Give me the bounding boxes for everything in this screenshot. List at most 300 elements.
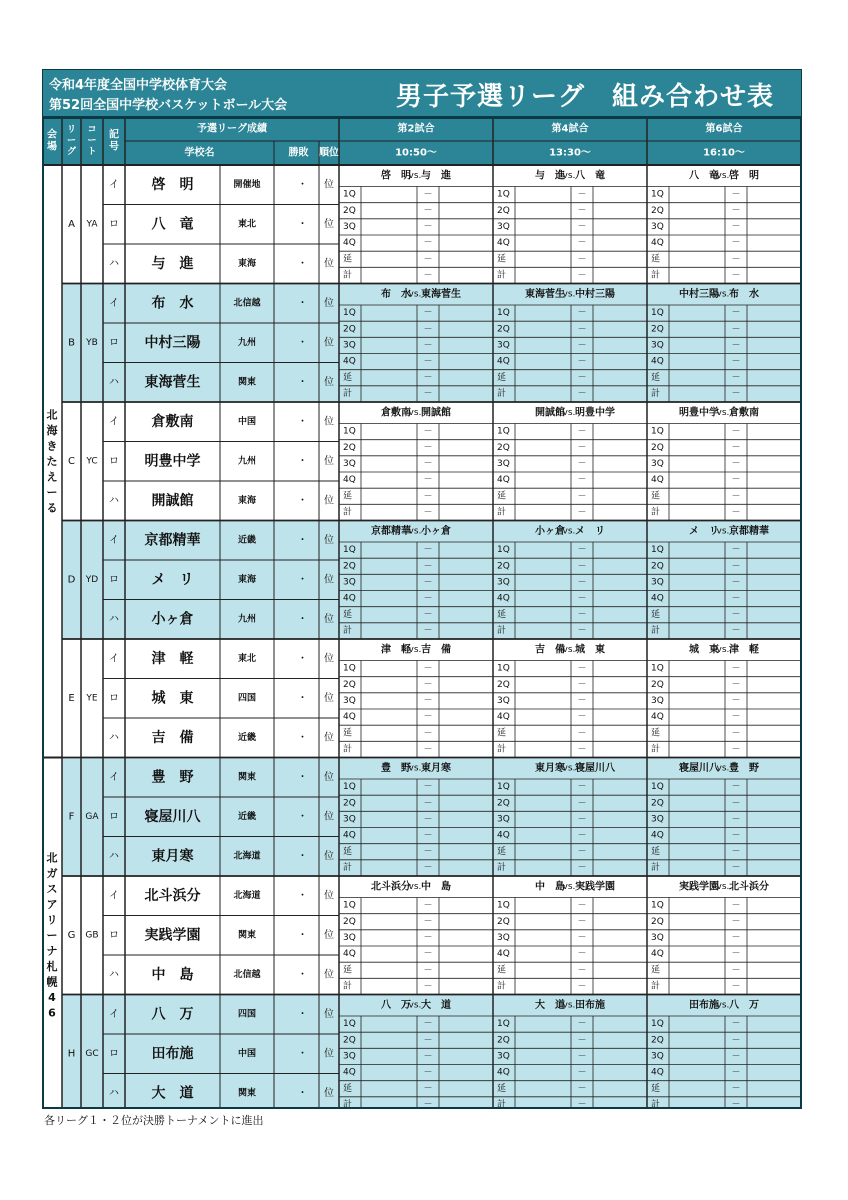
score-dash: － [577, 491, 587, 502]
score-dash: － [731, 830, 741, 841]
score-dash: － [577, 324, 587, 335]
score-dash: － [731, 949, 741, 960]
venue-name: 北海きたえーる [46, 408, 58, 515]
team-name: 京都精華 [144, 532, 201, 549]
quarter-label: 延 [651, 491, 661, 502]
rank-suffix: 位 [324, 653, 334, 665]
score-dash: － [731, 340, 741, 351]
quarter-label: 計 [497, 744, 507, 755]
score-dash: － [423, 862, 433, 873]
score-dash: － [423, 1083, 433, 1094]
score-dash: － [731, 507, 741, 518]
quarter-label: 計 [497, 388, 507, 399]
quarter-label: 延 [497, 1083, 507, 1094]
vs-label: vs. [408, 289, 422, 300]
quarter-label: 4Q [497, 949, 510, 960]
quarter-label: 2Q [651, 324, 664, 335]
bracket-table [42, 117, 802, 1109]
quarter-label: 1Q [343, 545, 356, 556]
winloss-dot: ・ [297, 1087, 308, 1099]
rank-suffix: 位 [324, 1008, 334, 1020]
score-dash: － [731, 1067, 741, 1078]
score-dash: － [577, 663, 587, 674]
team-region: 四国 [237, 1009, 257, 1020]
score-dash: － [577, 695, 587, 706]
quarter-label: 計 [497, 1099, 507, 1109]
league-letter: G [67, 929, 76, 941]
score-dash: － [731, 308, 741, 319]
rank-suffix: 位 [324, 732, 334, 744]
score-dash: － [731, 695, 741, 706]
quarter-label: 2Q [651, 561, 664, 572]
quarter-label: 4Q [651, 238, 664, 249]
score-dash: － [577, 1067, 587, 1078]
team-mark: ロ [109, 929, 119, 941]
team-name: 中村三陽 [144, 334, 201, 351]
quarter-label: 計 [343, 507, 353, 518]
score-dash: － [577, 238, 587, 249]
quarter-label: 延 [651, 1083, 661, 1094]
quarter-label: 計 [497, 625, 507, 636]
rank-suffix: 位 [324, 1048, 334, 1060]
game-1-time: 10:50〜 [395, 147, 437, 159]
score-dash: － [423, 782, 433, 793]
score-dash: － [423, 965, 433, 976]
team-region: 中国 [237, 416, 257, 427]
score-dash: － [423, 798, 433, 809]
quarter-label: 計 [343, 744, 353, 755]
score-dash: － [731, 324, 741, 335]
quarter-label: 計 [497, 507, 507, 518]
score-dash: － [577, 426, 587, 437]
score-dash: － [731, 442, 741, 453]
quarter-label: 1Q [343, 308, 356, 319]
team-name: 吉 備 [151, 729, 194, 746]
quarter-label: 2Q [343, 916, 356, 927]
quarter-label: 2Q [651, 442, 664, 453]
score-dash: － [731, 609, 741, 620]
team-mark: ハ [109, 376, 119, 388]
score-dash: － [423, 561, 433, 572]
court-code: GA [85, 811, 99, 822]
footnote: 各リーグ１・２位が決勝トーナメントに進出 [44, 1114, 264, 1127]
quarter-label: 4Q [651, 1067, 664, 1078]
quarter-label: 2Q [343, 205, 356, 216]
score-dash: － [731, 862, 741, 873]
quarter-label: 1Q [343, 782, 356, 793]
quarter-label: 延 [343, 1083, 353, 1094]
score-dash: － [577, 189, 587, 200]
rank-suffix: 位 [324, 218, 334, 230]
quarter-label: 3Q [651, 814, 664, 825]
score-dash: － [577, 593, 587, 604]
quarter-label: 1Q [497, 663, 510, 674]
quarter-label: 4Q [651, 475, 664, 486]
quarter-label: 4Q [343, 830, 356, 841]
score-dash: － [731, 221, 741, 232]
team-region: 開催地 [233, 179, 261, 190]
quarter-label: 計 [651, 981, 661, 992]
quarter-label: 延 [343, 728, 353, 739]
score-dash: － [731, 1051, 741, 1062]
vs-label: vs. [716, 170, 730, 181]
score-dash: － [577, 679, 587, 690]
quarter-label: 1Q [343, 426, 356, 437]
rank-suffix: 位 [324, 258, 334, 270]
vs-label: vs. [562, 526, 576, 537]
match-away-team: メ リ [575, 525, 605, 537]
quarter-label: 3Q [651, 577, 664, 588]
quarter-label: 2Q [497, 916, 510, 927]
team-mark: イ [109, 534, 119, 546]
score-dash: － [731, 1019, 741, 1030]
score-dash: － [423, 916, 433, 927]
quarter-label: 2Q [343, 798, 356, 809]
score-dash: － [731, 744, 741, 755]
match-away-team: 中村三陽 [575, 288, 615, 300]
rank-suffix: 位 [324, 692, 334, 704]
match-away-team: 京都精華 [729, 525, 769, 537]
vs-label: vs. [716, 407, 730, 418]
score-dash: － [577, 205, 587, 216]
vs-label: vs. [716, 881, 730, 892]
team-region: 東北 [237, 219, 257, 230]
vs-label: vs. [408, 1000, 422, 1011]
winloss-column-header: 勝敗 [288, 147, 309, 159]
quarter-label: 3Q [343, 1051, 356, 1062]
rank-suffix: 位 [324, 771, 334, 783]
score-dash: － [423, 577, 433, 588]
winloss-dot: ・ [297, 929, 308, 941]
court-code: GB [85, 930, 99, 941]
rank-suffix: 位 [324, 337, 334, 349]
score-dash: － [731, 491, 741, 502]
quarter-label: 延 [343, 254, 353, 265]
quarter-label: 1Q [651, 545, 664, 556]
score-dash: － [423, 814, 433, 825]
score-dash: － [731, 270, 741, 281]
team-name: 豊 野 [151, 769, 194, 786]
score-dash: － [423, 340, 433, 351]
score-dash: － [577, 475, 587, 486]
quarter-label: 3Q [651, 1051, 664, 1062]
team-region: 北海道 [233, 851, 261, 862]
venue-column-header: 会場 [47, 129, 57, 153]
quarter-label: 延 [343, 846, 353, 857]
rank-suffix: 位 [324, 574, 334, 586]
score-dash: － [423, 1019, 433, 1030]
score-dash: － [423, 426, 433, 437]
quarter-label: 計 [343, 625, 353, 636]
score-dash: － [423, 679, 433, 690]
team-region: 東海 [237, 258, 257, 269]
quarter-label: 2Q [651, 916, 664, 927]
match-home-team: 布 水 [381, 288, 411, 300]
team-name: メ リ [151, 571, 194, 588]
score-dash: － [423, 388, 433, 399]
score-dash: － [423, 609, 433, 620]
vs-label: vs. [562, 763, 576, 774]
vs-label: vs. [408, 881, 422, 892]
quarter-label: 1Q [651, 663, 664, 674]
quarter-label: 3Q [497, 1051, 510, 1062]
score-dash: － [731, 238, 741, 249]
score-dash: － [577, 728, 587, 739]
team-name: 北斗浜分 [144, 887, 201, 904]
score-dash: － [731, 728, 741, 739]
quarter-label: 3Q [651, 221, 664, 232]
score-dash: － [731, 426, 741, 437]
quarter-label: 1Q [651, 189, 664, 200]
quarter-label: 2Q [651, 679, 664, 690]
quarter-label: 計 [651, 507, 661, 518]
winloss-dot: ・ [297, 495, 308, 507]
team-name: 啓 明 [151, 176, 194, 193]
team-mark: イ [109, 653, 119, 665]
team-region: 関東 [237, 930, 257, 941]
winloss-dot: ・ [297, 297, 308, 309]
quarter-label: 1Q [343, 189, 356, 200]
match-home-team: 田布施 [689, 999, 719, 1011]
score-dash: － [423, 189, 433, 200]
winloss-dot: ・ [297, 811, 308, 823]
quarter-label: 4Q [651, 949, 664, 960]
winloss-dot: ・ [297, 653, 308, 665]
score-dash: － [577, 442, 587, 453]
score-dash: － [577, 981, 587, 992]
score-dash: － [577, 1035, 587, 1046]
tournament-name: 第52回全国中学校バスケットボール大会 [49, 98, 288, 113]
quarter-label: 3Q [343, 577, 356, 588]
quarter-label: 4Q [651, 830, 664, 841]
team-region: 関東 [237, 377, 257, 388]
quarter-label: 1Q [343, 663, 356, 674]
score-dash: － [423, 728, 433, 739]
venue-name: 北ガスアリーナ札幌 4 6 [46, 851, 58, 1020]
quarter-label: 3Q [343, 340, 356, 351]
score-dash: － [423, 221, 433, 232]
score-dash: － [731, 545, 741, 556]
score-dash: － [423, 442, 433, 453]
winloss-dot: ・ [297, 534, 308, 546]
team-mark: イ [109, 771, 119, 783]
quarter-label: 3Q [497, 458, 510, 469]
score-dash: － [423, 491, 433, 502]
match-home-team: 東月寒 [535, 762, 565, 774]
rank-suffix: 位 [324, 534, 334, 546]
winloss-dot: ・ [297, 969, 308, 981]
team-name: 小ヶ倉 [151, 611, 194, 628]
vs-label: vs. [716, 289, 730, 300]
score-dash: － [577, 356, 587, 367]
team-mark: ロ [109, 811, 119, 823]
winloss-dot: ・ [297, 574, 308, 586]
score-dash: － [731, 577, 741, 588]
team-name: 中 島 [151, 966, 194, 983]
score-dash: － [423, 744, 433, 755]
score-dash: － [423, 270, 433, 281]
league-letter: F [68, 811, 75, 823]
vs-label: vs. [408, 644, 422, 655]
vs-label: vs. [562, 407, 576, 418]
score-dash: － [577, 545, 587, 556]
quarter-label: 4Q [343, 238, 356, 249]
match-home-team: 倉敷南 [381, 407, 411, 419]
vs-label: vs. [562, 881, 576, 892]
game-3-header: 第6試合 [705, 123, 743, 135]
vs-label: vs. [562, 644, 576, 655]
quarter-label: 2Q [651, 798, 664, 809]
score-dash: － [731, 205, 741, 216]
score-dash: － [731, 712, 741, 723]
score-dash: － [731, 189, 741, 200]
team-name: 大 道 [151, 1085, 194, 1102]
match-home-team: 大 道 [535, 999, 565, 1011]
score-dash: － [423, 625, 433, 636]
quarter-label: 4Q [343, 712, 356, 723]
quarter-label: 延 [497, 254, 507, 265]
quarter-label: 2Q [497, 324, 510, 335]
court-code: GC [85, 1048, 99, 1059]
team-mark: イ [109, 297, 119, 309]
team-mark: ハ [109, 613, 119, 625]
quarter-label: 計 [343, 862, 353, 873]
vs-label: vs. [562, 170, 576, 181]
score-dash: － [577, 862, 587, 873]
quarter-label: 2Q [343, 561, 356, 572]
rank-suffix: 位 [324, 376, 334, 388]
team-name: 城 東 [151, 690, 194, 707]
match-away-team: 豊 野 [729, 762, 759, 774]
score-dash: － [577, 507, 587, 518]
score-dash: － [577, 782, 587, 793]
team-mark: ハ [109, 969, 119, 981]
team-name: 田布施 [151, 1045, 194, 1062]
score-dash: － [423, 949, 433, 960]
score-dash: － [577, 900, 587, 911]
score-dash: － [577, 846, 587, 857]
team-mark: ハ [109, 495, 119, 507]
score-dash: － [731, 846, 741, 857]
quarter-label: 4Q [343, 475, 356, 486]
match-away-team: 明豊中学 [575, 407, 615, 419]
rank-suffix: 位 [324, 1087, 334, 1099]
vs-label: vs. [562, 289, 576, 300]
court-code: YD [85, 574, 99, 585]
score-dash: － [423, 663, 433, 674]
quarter-label: 計 [651, 1099, 661, 1109]
quarter-label: 計 [343, 388, 353, 399]
match-home-team: 開誠館 [535, 407, 565, 419]
quarter-label: 計 [651, 744, 661, 755]
quarter-label: 3Q [497, 221, 510, 232]
quarter-label: 1Q [497, 900, 510, 911]
team-name: 実践学園 [144, 927, 201, 944]
winloss-dot: ・ [297, 179, 308, 191]
score-dash: － [423, 932, 433, 943]
quarter-label: 2Q [343, 1035, 356, 1046]
score-dash: － [423, 356, 433, 367]
match-home-team: 啓 明 [381, 170, 411, 182]
team-name: 開誠館 [151, 492, 194, 509]
score-dash: － [577, 372, 587, 383]
quarter-label: 3Q [343, 458, 356, 469]
vs-label: vs. [716, 763, 730, 774]
quarter-label: 1Q [497, 189, 510, 200]
quarter-label: 延 [497, 609, 507, 620]
score-dash: － [423, 900, 433, 911]
quarter-label: 3Q [343, 814, 356, 825]
vs-label: vs. [408, 170, 422, 181]
score-dash: － [577, 270, 587, 281]
winloss-dot: ・ [297, 890, 308, 902]
match-home-team: 中村三陽 [679, 288, 719, 300]
quarter-label: 延 [651, 254, 661, 265]
score-dash: － [731, 814, 741, 825]
score-dash: － [423, 475, 433, 486]
winloss-dot: ・ [297, 850, 308, 862]
match-home-team: メ リ [689, 525, 719, 537]
rank-suffix: 位 [324, 179, 334, 191]
score-dash: － [577, 712, 587, 723]
score-dash: － [577, 308, 587, 319]
match-away-team: 吉 備 [421, 644, 451, 656]
quarter-label: 3Q [343, 221, 356, 232]
score-dash: － [423, 507, 433, 518]
score-dash: － [731, 356, 741, 367]
rank-suffix: 位 [324, 850, 334, 862]
quarter-label: 1Q [497, 1019, 510, 1030]
score-dash: － [731, 372, 741, 383]
quarter-label: 1Q [651, 900, 664, 911]
match-home-team: 吉 備 [535, 644, 565, 656]
team-region: 東北 [237, 653, 257, 664]
winloss-dot: ・ [297, 258, 308, 270]
score-dash: － [577, 1083, 587, 1094]
quarter-label: 1Q [343, 900, 356, 911]
vs-label: vs. [716, 526, 730, 537]
winloss-dot: ・ [297, 455, 308, 467]
court-code: YB [86, 337, 98, 348]
winloss-dot: ・ [297, 613, 308, 625]
quarter-label: 延 [651, 846, 661, 857]
score-dash: － [577, 458, 587, 469]
rank-suffix: 位 [324, 455, 334, 467]
rank-suffix: 位 [324, 495, 334, 507]
vs-label: vs. [562, 1000, 576, 1011]
quarter-label: 延 [651, 965, 661, 976]
winloss-dot: ・ [297, 416, 308, 428]
team-mark: ハ [109, 258, 119, 270]
quarter-label: 4Q [343, 1067, 356, 1078]
quarter-label: 2Q [497, 798, 510, 809]
score-dash: － [577, 814, 587, 825]
score-dash: － [731, 625, 741, 636]
score-dash: － [577, 340, 587, 351]
score-dash: － [731, 561, 741, 572]
team-region: 九州 [237, 614, 257, 625]
league-letter: H [67, 1048, 76, 1060]
quarter-label: 1Q [651, 1019, 664, 1030]
score-dash: － [577, 744, 587, 755]
score-dash: － [577, 1051, 587, 1062]
score-dash: － [577, 949, 587, 960]
quarter-label: 3Q [651, 932, 664, 943]
match-home-team: 中 島 [535, 881, 565, 893]
quarter-label: 4Q [651, 712, 664, 723]
quarter-label: 2Q [651, 1035, 664, 1046]
match-away-team: 田布施 [575, 999, 605, 1011]
